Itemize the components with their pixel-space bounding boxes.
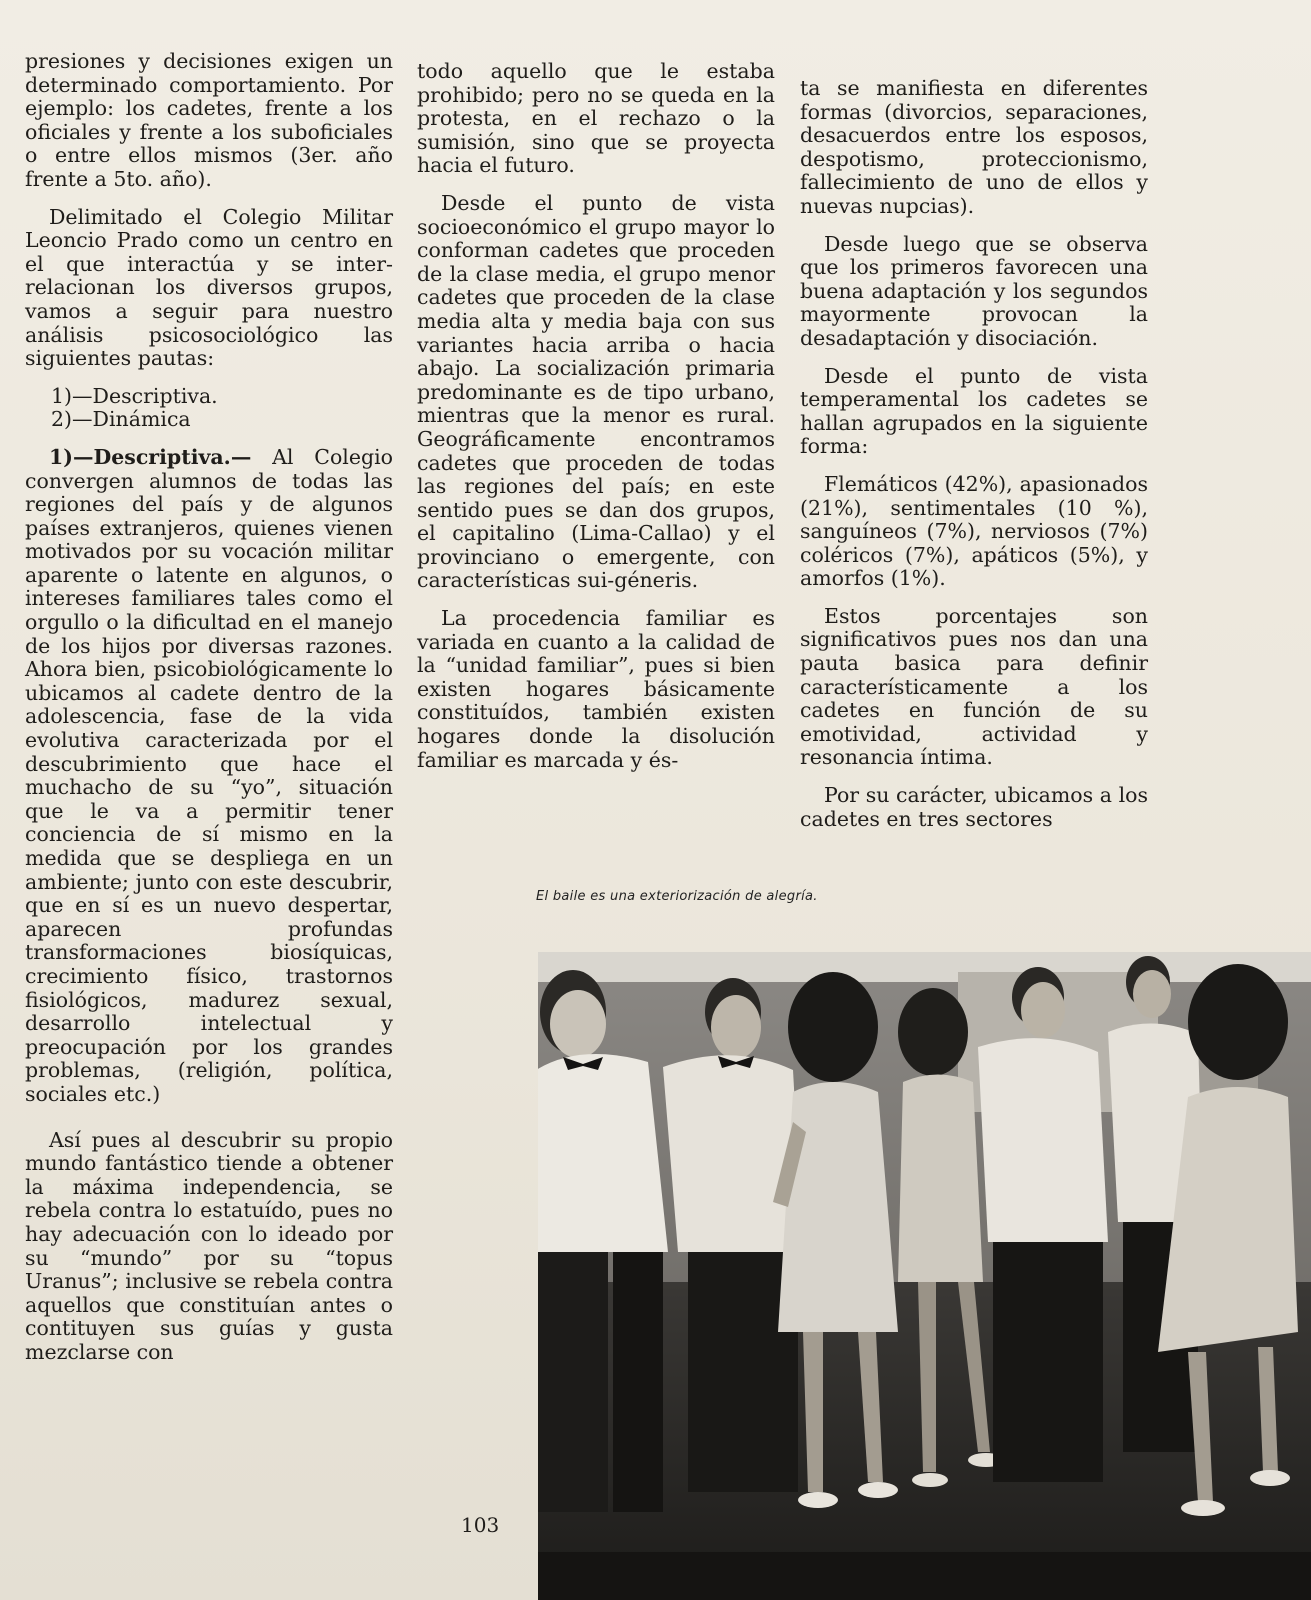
paragraph: ta se manifiesta en diferentes formas (divorcios, separaciones, desacuerdos entre los esposos, despotismo, proteccionismo, fallecimiento de uno de ellos y nuevas nupcias). <box>800 76 1148 218</box>
paragraph: Desde el punto de vista temperamental los cadetes se hallan agrupados en la siguiente forma: <box>800 363 1148 459</box>
paragraph: Desde el punto de vista socioeconómico el grupo mayor lo conforman cadetes que proceden de la clase media, el grupo menor cadetes que proceden de la clase media alta y media baja con sus variantes hacia arriba o hacia abajo. La socialización primaria predominante es de tipo urbano, mientras que la menor es rural. Geográficamente encontramos cadetes que proceden de todas las regiones del país; en este sentido pues se dan dos grupos, el capitalino (Lima-Callao) y el provinciano o emergente, con características sui-géneris. <box>417 190 775 593</box>
paragraph: Estos porcentajes son significativos pues nos dan una pauta basica para definir característicamente a los cadetes en función de su emotividad, actividad y resonancia íntima. <box>800 603 1148 770</box>
photo-caption: El baile es una exteriorización de alegría. <box>536 889 818 904</box>
text-column-1 <box>25 50 393 1364</box>
paragraph: Delimitado el Colegio Militar Leoncio Prado como un centro en el que interactúa y se inter-relacionan los diversos grupos, vamos a seguir para nuestro análisis psicosociológico las siguientes pautas: <box>25 204 393 371</box>
paragraph: Desde luego que se observa que los primeros favorecen una buena adaptación y los segundos mayormente provocan la desadaptación y disociación. <box>800 231 1148 350</box>
list-item: 1)—Descriptiva. <box>51 383 218 408</box>
paragraph <box>25 446 393 1107</box>
dance-photo-illustration <box>538 952 1311 1600</box>
paragraph: Por su carácter, ubicamos a los cadetes en tres sectores <box>800 783 1148 831</box>
text-column-2 <box>417 60 775 772</box>
section-heading: 1)—Descriptiva.— <box>49 444 252 469</box>
paragraph-body: Al Colegio convergen alumnos de todas las regiones del país y de algunos países extranjeros, quienes vienen motivados por su vocación militar aparente o latente en algunos, o intereses familiares tales como el orgullo o la dificultad en el manejo de los hijos por diversas razones. Ahora bien, psicobiológicamente lo ubicamos al cadete dentro de la adolescencia, fase de la vida evolutiva caracterizada por el descubrimiento que hace el muchacho de su “yo”, situación que le va a permitir tener conciencia de sí mismo en la medida que se despliega en un ambiente; junto con este descubrir, que en sí es un nuevo despertar, aparecen profundas transformaciones biosíquicas, crecimiento físico, trastornos fisiológicos, madurez sexual, desarrollo intelectual y preocupación por los grandes problemas, (religión, política, sociales etc.) <box>25 444 393 1106</box>
paragraph: Así pues al descubrir su propio mundo fantástico tiende a obtener la máxima independencia, se rebela contra lo estatuído, pues no hay adecuación con lo ideado por su “mundo” por su “topus Uranus”; inclusive se rebela contra aquellos que constituían antes o contituyen sus guías y gusta mezclarse con <box>25 1127 393 1364</box>
page-number: 103 <box>461 1513 500 1537</box>
paragraph: Flemáticos (42%), apasionados (21%), sentimentales (10 %), sanguíneos (7%), nerviosos (7%) coléricos (7%), apáticos (5%), y amorfos (1%). <box>800 471 1148 591</box>
list-item: 2)—Dinámica <box>51 407 191 432</box>
paragraph: todo aquello que le estaba prohibido; pero no se queda en la protesta, en el rechazo o la sumisión, sino que se proyecta hacia el futuro. <box>417 59 775 178</box>
dance-photo <box>538 952 1311 1600</box>
paragraph: presiones y decisiones exigen un determinado comportamiento. Por ejemplo: los cadetes, frente a los oficiales y frente a los suboficiales o entre ellos mismos (3er. año frente a 5to. año). <box>25 49 393 191</box>
text-column-3 <box>800 77 1148 831</box>
paragraph: La procedencia familiar es variada en cuanto a la calidad de la “unidad familiar”, pues si bien existen hogares básicamente constituídos, también existen hogares donde la disolución familiar es marcada y és- <box>417 606 775 772</box>
